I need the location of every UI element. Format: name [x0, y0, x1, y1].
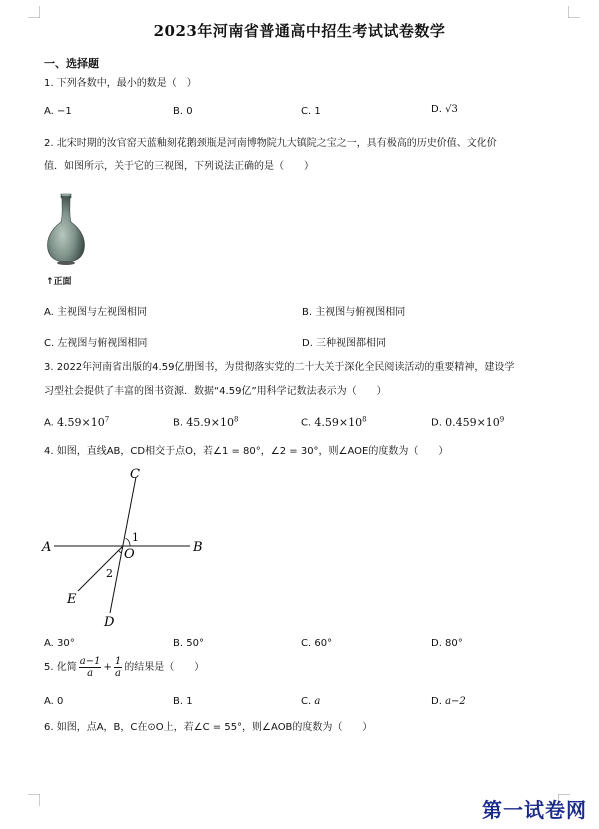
q5-option-c: [301, 696, 320, 707]
q5-option-d-math: a−2: [445, 696, 466, 707]
label-b: B: [193, 540, 203, 555]
q5-fraction-1: [79, 656, 102, 679]
q3-option-c-math: [314, 416, 366, 429]
q3-option-a-math: [57, 416, 109, 429]
q2-option-a: A. 主视图与左视图相同: [44, 307, 148, 318]
q1-option-d-label: D.: [431, 104, 442, 115]
q3-option-b-label: B.: [173, 417, 184, 429]
q5-prefix: 5. 化简: [44, 661, 77, 673]
question-2-line-2: 值．如图所示，关于它的三视图，下列说法正确的是（ ）: [44, 161, 314, 172]
q3-option-a: [44, 415, 109, 429]
vase-image: [44, 192, 88, 268]
intersecting-lines-figure: [40, 465, 220, 630]
q4-option-d: D. 80°: [431, 638, 463, 649]
q3-option-c-exponent: 8: [362, 415, 367, 423]
q1-option-c: C. 1: [301, 106, 321, 117]
label-o: O: [124, 547, 135, 562]
q3-option-c-label: C.: [301, 417, 312, 429]
front-view-label: 正面: [53, 277, 72, 287]
question-6-stem: 6. 如图，点A，B，C在⊙O上，若∠C = 55°，则∠AOB的度数为（ ）: [44, 722, 373, 733]
q5-fraction-1-denominator: a: [87, 668, 94, 679]
label-c: C: [130, 467, 140, 482]
label-e: E: [67, 592, 77, 607]
q2-option-c: C. 左视图与俯视图相同: [44, 338, 148, 349]
q3-option-a-base: 4.59×10: [57, 415, 105, 429]
label-angle-1: 1: [132, 531, 139, 544]
label-angle-2: 2: [106, 567, 113, 580]
q3-option-a-exponent: 7: [104, 415, 110, 423]
q5-fraction-2-numerator: 1: [114, 656, 122, 667]
arrow-up-icon: ↑: [46, 277, 54, 287]
q3-option-c-base: 4.59×10: [314, 415, 363, 429]
q3-option-d: [431, 415, 504, 429]
question-5-stem: [44, 656, 204, 679]
question-4-stem: 4. 如图，直线AB，CD相交于点O，若∠1 = 80°，∠2 = 30°，则∠AOE的度数为（ ）: [44, 446, 449, 457]
q5-fraction-1-numerator: a−1: [79, 656, 101, 667]
q5-plus-sign: +: [103, 661, 112, 673]
q3-option-d-label: D.: [431, 417, 442, 429]
q3-option-b: [173, 415, 238, 429]
q5-fraction-2: [114, 656, 122, 679]
page-title: 2023年河南省普通高中招生考试试卷数学: [153, 22, 446, 40]
q3-option-a-label: A.: [44, 417, 54, 429]
q5-option-d: [431, 696, 466, 707]
label-d: D: [104, 615, 115, 630]
question-1-stem: 1. 下列各数中，最小的数是（ ）: [44, 78, 197, 89]
q5-option-c-label: C.: [301, 696, 312, 707]
question-3-line-2: 习型社会提供了丰富的图书资源．数据“4.59亿”用科学记数法表示为（ ）: [44, 386, 387, 397]
q3-option-d-exponent: 9: [499, 415, 505, 423]
section-heading: 一、选择题: [44, 57, 99, 70]
q5-option-b: B. 1: [173, 696, 193, 707]
label-a: A: [42, 540, 52, 555]
line-cd: [110, 477, 136, 613]
q3-option-b-math: [186, 416, 238, 429]
question-2-line-1: 2. 北宋时期的汝官窑天蓝釉刻花鹅颈瓶是河南博物院九大镇院之宝之一，具有极高的历史价值、文化价: [44, 138, 497, 149]
q5-option-a: A. 0: [44, 696, 64, 707]
q3-option-d-base: 0.459×10: [445, 415, 500, 429]
q2-option-b: B. 主视图与俯视图相同: [302, 307, 406, 318]
q1-option-d-math: √3: [445, 104, 458, 115]
q3-option-b-base: 45.9×10: [186, 415, 234, 429]
ray-oe: [78, 546, 123, 591]
crop-mark-top-right: [568, 6, 580, 18]
crop-mark-bottom-left: [28, 794, 40, 806]
q3-option-c: [301, 415, 367, 429]
q4-option-b: B. 50°: [173, 638, 204, 649]
q5-option-c-math: a: [314, 696, 321, 707]
q5-fraction-2-denominator: a: [115, 668, 121, 679]
q5-suffix: 的结果是（ ）: [124, 661, 205, 673]
question-3-line-1: 3. 2022年河南省出版的4.59亿册图书，为贯彻落实党的二十大关于深化全民阅读活动的重要精神，建设学: [44, 362, 515, 373]
q5-option-d-label: D.: [431, 696, 442, 707]
q4-option-c: C. 60°: [301, 638, 333, 649]
crop-mark-top-left: [28, 6, 40, 18]
q1-option-d: [431, 104, 458, 115]
front-view-marker: [46, 274, 72, 287]
q1-option-a: A. −1: [44, 106, 72, 117]
q2-option-d: D. 三种视图都相同: [302, 338, 387, 349]
angle-1-arc: [126, 538, 131, 546]
q1-option-b: B. 0: [173, 106, 193, 117]
watermark-logo: 第一试卷网: [482, 798, 587, 822]
q4-option-a: A. 30°: [44, 638, 75, 649]
q3-option-d-math: [445, 416, 504, 429]
q3-option-b-exponent: 8: [233, 415, 239, 423]
